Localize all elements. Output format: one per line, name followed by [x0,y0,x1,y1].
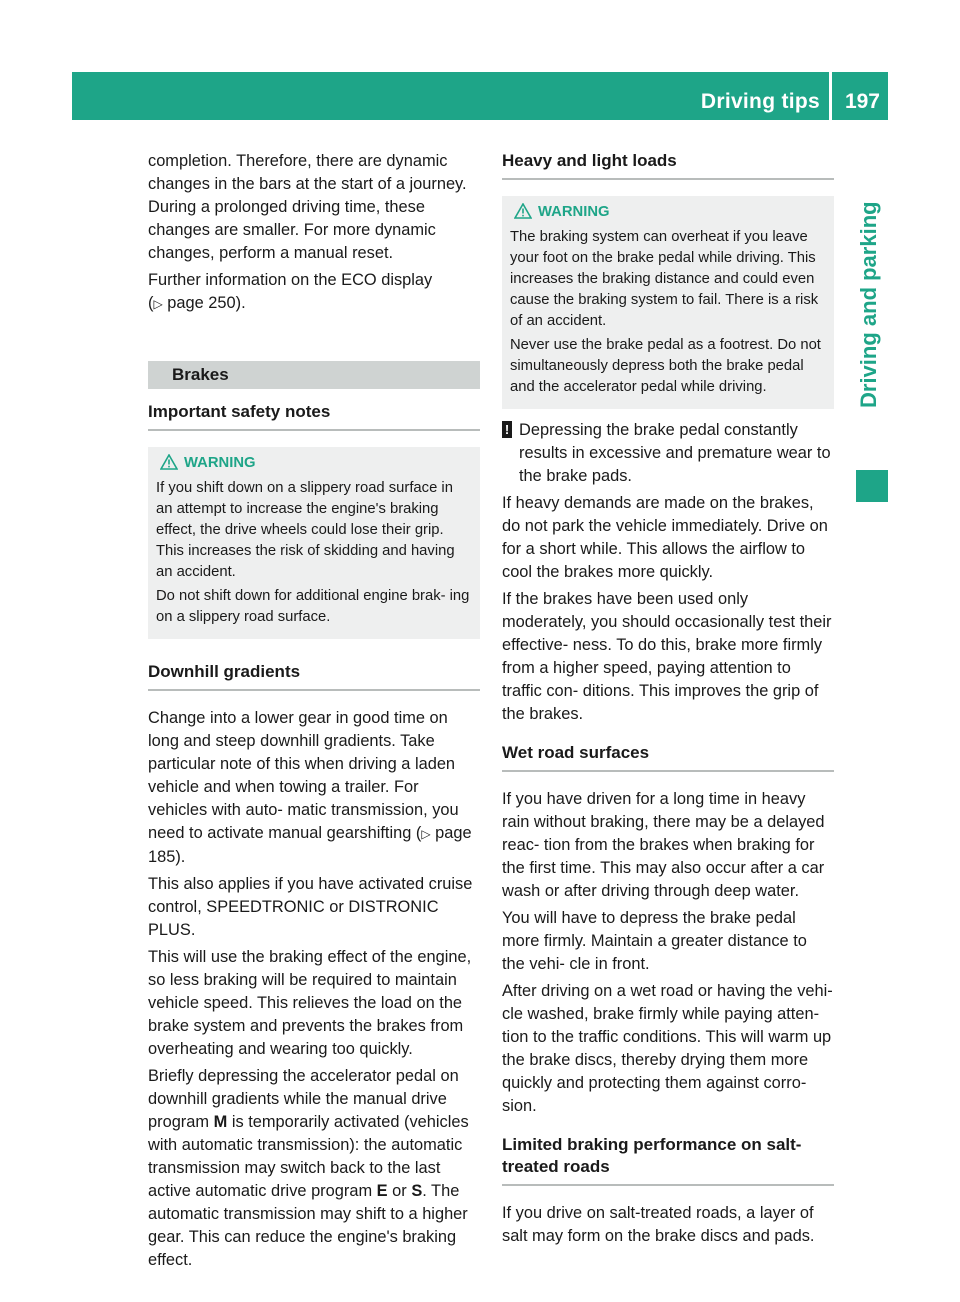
header-divider [829,72,832,120]
warning-box-1 [148,447,480,639]
downhill-paragraph-3: This will use the braking effect of the engine, so less braking will be required to maintain vehicle speed. This relieves the load on the brake system and prevents the brakes from overheating and wearing too quickly. [148,948,472,1058]
warning-box-2 [502,196,834,409]
wet-paragraph-2: You will have to depress the brake pedal more firmly. Maintain a greater distance to the vehi- cle in front. [502,909,807,973]
drive-program-m: M [213,1113,228,1131]
downhill-p4-or: or [392,1182,407,1200]
exclamation-note-icon: ! [502,421,512,438]
brakes-banner: Brakes [148,361,480,389]
downhill-paragraph-1 [148,707,480,869]
side-tab-label: Driving and parking [856,201,881,408]
page-reference-triangle-icon: ▷ [421,827,431,841]
warning-header [184,453,472,474]
drive-program-e: E [376,1182,388,1200]
downhill-p4-part-c: . The automatic transmission may shift to a higher gear. This can reduce the engine's braking effect. [148,1182,468,1269]
downhill-paragraph-1-text: Change into a lower gear in good time on long and steep downhill gradients. Take particular note of this when driving a laden vehicle and when towing a trailer. For vehicles with auto- matic transmission, you need to activate manual gearshifting ( [148,709,459,842]
page-reference-triangle-icon: ▷ [153,297,163,311]
header-bar [72,72,888,120]
heavy-loads-heading: Heavy and light loads [502,150,834,180]
intro-paragraph-1: completion. Therefore, there are dynamic changes in the bars at the start of a journey. During a prolonged driving time, these changes are smaller. For more dynamic changes, perform a manual reset. [148,152,467,262]
warning-1-text-2: Do not shift down for additional engine brak- ing on a slippery road surface. [156,588,470,625]
salt-paragraph-1: If you drive on salt-treated roads, a layer of salt may form on the brake discs and pads. [502,1204,815,1245]
page-ref-link[interactable]: page 250). [167,294,246,312]
downhill-p4-part-a: Briefly depressing the accelerator pedal on downhill gradients while the manual drive program [148,1067,459,1131]
wet-paragraph-3: After driving on a wet road or having the vehi- cle washed, brake firmly while paying atten- tion to the traffic conditions. This will warm up the brake discs, thereby drying them more quickly and protecting them against corro- sion. [502,982,833,1115]
page-number: 197 [844,90,880,113]
warning-1-text-1: If you shift down on a slippery road surface in an attempt to increase the engine's braking effect, the drive wheels could lose their grip. This increases the risk of skidding and having an accident. [156,480,455,580]
heavy-paragraph-1: If heavy demands are made on the brakes, do not park the vehicle immediately. Drive on for a short while. This allows the airflow to cool the brakes more quickly. [502,494,828,581]
wet-road-heading: Wet road surfaces [502,742,834,772]
intro-paragraph-2: Further information on the ECO display (▷ page 250). [148,271,433,312]
note-item [502,419,834,488]
warning-header [538,202,826,223]
note-text: Depressing the brake pedal constantly results in excessive and premature wear to the brake pads. [519,421,831,485]
heavy-paragraph-2: If the brakes have been used only moderately, you should occasionally test their effective- ness. To do this, brake more firmly from a higher speed, paying attention to traffic con- ditions. This improves the grip of the brakes. [502,590,832,723]
warning-triangle-icon [160,454,178,470]
drive-program-s: S [411,1182,423,1200]
header-section-title: Driving tips [700,90,820,113]
salt-road-heading: Limited braking performance on salt-treated roads [502,1134,834,1186]
warning-triangle-icon [514,203,532,219]
safety-heading: Important safety notes [148,401,480,431]
warning-2-text-2: Never use the brake pedal as a footrest. Do not simultaneously depress both the brake pedal and the accelerator pedal while driving. [510,337,821,395]
downhill-heading: Downhill gradients [148,661,480,691]
downhill-p4-part-b: is temporarily activated (vehicles with automatic transmission): the automatic transmission may switch back to the last active automatic drive program [148,1113,469,1200]
warning-label: WARNING [184,455,256,471]
warning-label: WARNING [538,204,610,220]
right-column [502,150,834,1252]
left-column [148,150,480,1276]
intro-paragraph-2-text: Further information on the ECO display [148,271,433,289]
downhill-paragraph-2: This also applies if you have activated cruise control, SPEEDTRONIC or DISTRONIC PLUS. [148,875,473,939]
warning-2-text-1: The braking system can overheat if you leave your foot on the brake pedal while driving. This increases the braking distance and could even cause the braking system to fail. There is a risk of an accident. [510,229,819,329]
downhill-paragraph-4 [148,1065,480,1272]
page-ref-link[interactable]: page 185). [148,824,472,866]
side-tab-block [856,470,888,502]
wet-paragraph-1: If you have driven for a long time in heavy rain without braking, there may be a delayed reac- tion from the brakes when braking for the first time. This may also occur after a car wash or after driving through deep water. [502,790,825,900]
